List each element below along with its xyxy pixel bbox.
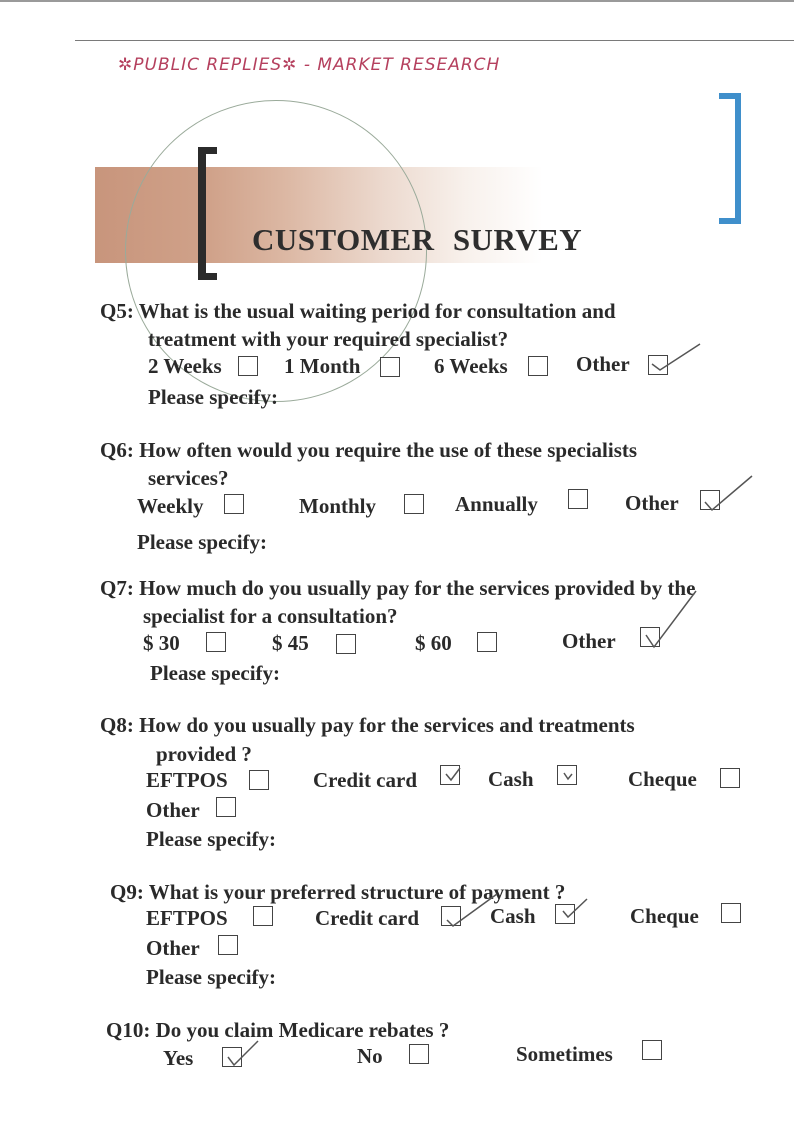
q8-credit-card-checkmark-icon [440,760,468,788]
q6-question-cont: services? [148,466,229,490]
q7-checkbox-30[interactable] [206,632,226,652]
page-top-edge [0,0,794,2]
q8-question: Q8: How do you usually pay for the services and treatments [100,713,635,737]
q7-other-checkmark-icon [640,585,700,655]
q9-option-other: Other [146,936,200,960]
q6-option-monthly: Monthly [299,494,377,518]
q5-question-cont: treatment with your required specialist? [148,327,509,351]
q10-option-sometimes: Sometimes [516,1042,613,1066]
q7-checkbox-45[interactable] [336,634,356,654]
q10-question: Q10: Do you claim Medicare rebates ? [106,1018,450,1042]
q6-checkbox-annually[interactable] [568,489,588,509]
q7-option-45: $ 45 [272,631,309,655]
q5-checkbox-2-weeks[interactable] [238,356,258,376]
q7-please-specify: Please specify: [150,661,281,685]
q5-option-6-weeks: 6 Weeks [434,354,508,378]
handwritten-header: ✲PUBLIC REPLIES✲ - MARKET RESEARCH [118,55,501,75]
left-bracket-icon [197,147,219,280]
q9-cash-checkmark-icon [555,895,591,925]
q5-other-checkmark-icon [648,338,703,378]
q5-option-1-month: 1 Month [284,354,361,378]
q7-option-60: $ 60 [415,631,452,655]
q7-option-30: $ 30 [143,631,180,655]
q8-checkbox-cheque[interactable] [720,768,740,788]
q6-checkbox-monthly[interactable] [404,494,424,514]
q6-option-weekly: Weekly [137,494,204,518]
q8-option-credit-card: Credit card [313,768,418,792]
q5-option-2-weeks: 2 Weeks [148,354,222,378]
q9-option-cheque: Cheque [630,904,699,928]
q7-option-other: Other [562,629,616,653]
q7-question: Q7: How much do you usually pay for the services provided by the [100,576,696,600]
q5-please-specify: Please specify: [148,385,279,409]
q8-question-cont: provided ? [156,742,252,766]
q9-checkbox-cheque[interactable] [721,903,741,923]
right-bracket-icon [717,92,743,225]
q5-checkbox-1-month[interactable] [380,357,400,377]
q6-other-checkmark-icon [700,470,755,515]
q5-checkbox-6-weeks[interactable] [528,356,548,376]
header-rule [75,40,794,41]
q10-yes-checkmark-icon [222,1035,262,1073]
q7-checkbox-60[interactable] [477,632,497,652]
q8-checkbox-eftpos[interactable] [249,770,269,790]
q8-cash-checkmark-icon [557,762,583,788]
q7-question-cont: specialist for a consultation? [143,604,398,628]
q6-option-other: Other [625,491,679,515]
q9-checkbox-other[interactable] [218,935,238,955]
q10-checkbox-no[interactable] [409,1044,429,1064]
q5-question: Q5: What is the usual waiting period for consultation and [100,299,616,323]
q8-checkbox-other[interactable] [216,797,236,817]
q10-option-yes: Yes [163,1046,194,1070]
q8-option-cash: Cash [488,767,534,791]
q9-question: Q9: What is your preferred structure of payment ? [110,880,566,904]
q10-option-no: No [357,1044,383,1068]
page-title: CUSTOMER SURVEY [252,222,583,257]
q6-checkbox-weekly[interactable] [224,494,244,514]
q5-option-other: Other [576,352,630,376]
q6-question: Q6: How often would you require the use of these specialists [100,438,638,462]
q10-checkbox-sometimes[interactable] [642,1040,662,1060]
q8-option-cheque: Cheque [628,767,697,791]
q8-option-eftpos: EFTPOS [146,768,228,792]
q9-option-eftpos: EFTPOS [146,906,228,930]
q9-option-cash: Cash [490,904,536,928]
q9-option-credit-card: Credit card [315,906,420,930]
q9-checkbox-eftpos[interactable] [253,906,273,926]
q8-please-specify: Please specify: [146,827,277,851]
q6-option-annually: Annually [455,492,538,516]
q9-please-specify: Please specify: [146,965,277,989]
q8-option-other: Other [146,798,200,822]
q6-please-specify: Please specify: [137,530,268,554]
